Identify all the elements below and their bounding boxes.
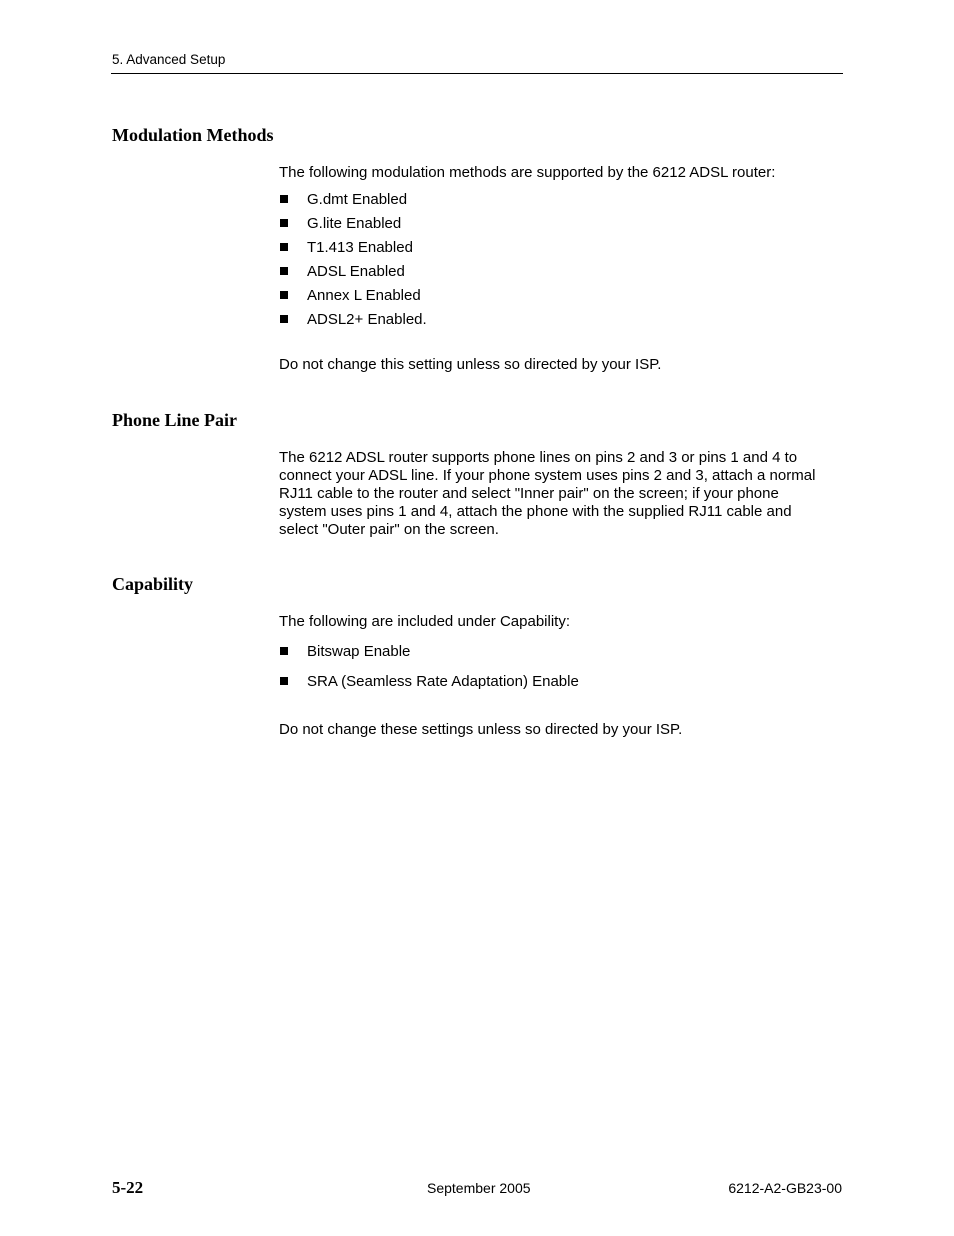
list-item-label: ADSL2+ Enabled. <box>307 311 427 328</box>
capability-intro: The following are included under Capability: <box>279 613 571 630</box>
page-number: 5-22 <box>112 1178 144 1197</box>
document-id: 6212-A2-GB23-00 <box>728 1180 842 1196</box>
list-item-label: T1.413 Enabled <box>307 239 413 256</box>
list-item-label: G.lite Enabled <box>307 215 402 232</box>
section-title-capability: Capability <box>112 574 194 594</box>
bullet-square-icon <box>280 267 288 275</box>
capability-note: Do not change these settings unless so directed by your ISP. <box>279 721 683 738</box>
footer-date: September 2005 <box>427 1180 531 1196</box>
paragraph-line: The 6212 ADSL router supports phone lines on pins 2 and 3 or pins 1 and 4 to <box>279 449 798 466</box>
paragraph-line: connect your ADSL line. If your phone system uses pins 2 and 3, attach a normal <box>279 467 816 484</box>
header-rule <box>111 73 843 74</box>
list-item-label: Annex L Enabled <box>307 287 421 304</box>
list-item-label: SRA (Seamless Rate Adaptation) Enable <box>307 673 579 690</box>
bullet-square-icon <box>280 219 288 227</box>
paragraph-line: system uses pins 1 and 4, attach the phone with the supplied RJ11 cable and <box>279 503 792 520</box>
bullet-square-icon <box>280 315 288 323</box>
paragraph-line: RJ11 cable to the router and select "Inner pair" on the screen; if your phone <box>279 485 779 502</box>
bullet-square-icon <box>280 195 288 203</box>
list-item-label: Bitswap Enable <box>307 643 411 660</box>
paragraph-line: select "Outer pair" on the screen. <box>279 521 499 538</box>
bullet-square-icon <box>280 243 288 251</box>
bullet-square-icon <box>280 291 288 299</box>
modulation-note: Do not change this setting unless so directed by your ISP. <box>279 356 662 373</box>
bullet-square-icon <box>280 647 288 655</box>
section-title-modulation: Modulation Methods <box>112 125 274 145</box>
modulation-intro: The following modulation methods are supported by the 6212 ADSL router: <box>279 164 776 181</box>
bullet-square-icon <box>280 677 288 685</box>
list-item-label: ADSL Enabled <box>307 263 405 280</box>
phone-line-pair-body <box>279 449 844 539</box>
section-title-phone-line-pair: Phone Line Pair <box>112 410 237 430</box>
list-item-label: G.dmt Enabled <box>307 191 408 208</box>
running-header: 5. Advanced Setup <box>112 52 226 67</box>
